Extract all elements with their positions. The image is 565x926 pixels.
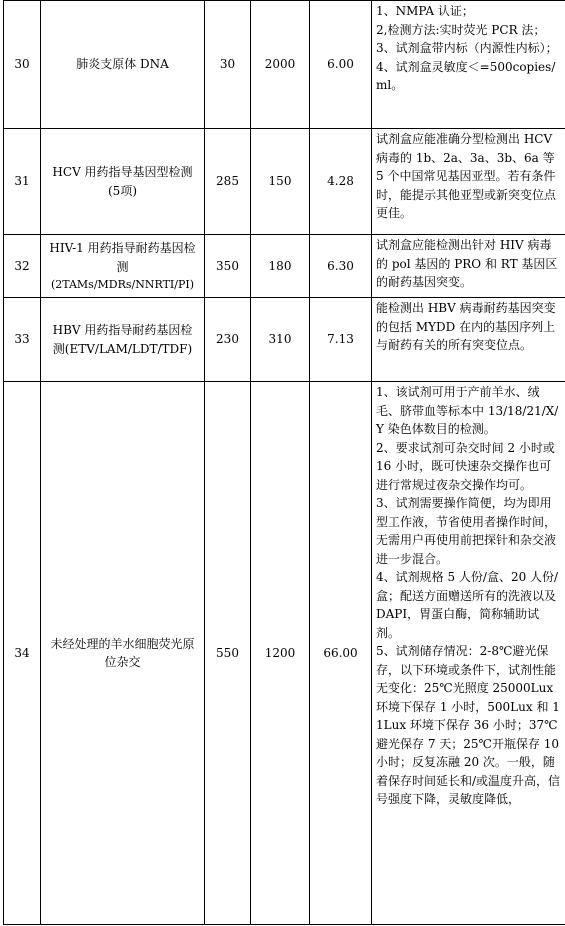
spec-line: 3、试剂盒带内标（内源性内标）；	[376, 41, 558, 55]
item-name-sub: (2TAMs/MDRs/NNRTI/PI)	[50, 278, 195, 291]
spec-line: 4、试剂规格 5 人份/盒、20 人份/盒；配送方面赠送所有的洗液以及 DAPI，胃蛋白酶，简称辅助试剂。	[376, 570, 559, 640]
spec-line: 1、NMPA 认证；	[376, 4, 474, 18]
item-name-cell	[41, 235, 205, 298]
spec-line: 5、试剂储存情况：2-8℃避光保存，以下环境或条件下，试剂性能无变化：25℃光照度 25000Lux 环境下保存 1 小时，500Lux 和 11Lux 环境下保存 36 小时；37℃避光保存 7 天；25℃开瓶保存 10 小时；反复冻融 20 次。一般，随着保存时间延长和/或温度升高，信号强度下降，灵敏度降低，	[376, 644, 561, 806]
quantity: 30	[205, 1, 251, 129]
spec-line: 3、试剂需要操作简便，均为即用型工作液，节省使用者操作时间，无需用户再使用前把探针和杂交液进一步混合。	[376, 496, 557, 566]
item-name: 未经处理的羊水细胞荧光原位杂交	[41, 382, 205, 925]
total-amount: 4.28	[310, 129, 372, 235]
table-row	[4, 235, 565, 298]
table-row	[4, 382, 565, 925]
spec-line: 能检测出 HBV 病毒耐药基因突变的包括 MYDD 在内的基因序列上与耐药有关的所有突变位点。	[376, 301, 556, 352]
total-amount: 6.00	[310, 1, 372, 129]
spec-cell	[372, 298, 565, 382]
total-amount: 6.30	[310, 235, 372, 298]
spec-cell	[372, 1, 565, 129]
total-amount: 66.00	[310, 382, 372, 925]
unit-price: 150	[251, 129, 310, 235]
table-row	[4, 129, 565, 235]
item-name: HCV 用药指导基因型检测(5项)	[41, 129, 205, 235]
table-row	[4, 1, 565, 129]
row-number: 33	[4, 298, 41, 382]
item-name: HIV-1 用药指导耐药基因检测	[49, 241, 196, 274]
spec-line: 2、要求试剂可杂交时间 2 小时或 16 小时，既可快速杂交操作也可进行常规过夜杂交操作均可。	[376, 440, 555, 492]
unit-price: 1200	[251, 382, 310, 925]
unit-price: 180	[251, 235, 310, 298]
unit-price: 310	[251, 298, 310, 382]
spec-line: 1、该试剂可用于产前羊水、绒毛、脐带血等标本中 13/18/21/X/Y 染色体数目的检测。	[376, 385, 559, 436]
row-number: 32	[4, 235, 41, 298]
unit-price: 2000	[251, 1, 310, 129]
table-row	[4, 298, 565, 382]
quantity: 550	[205, 382, 251, 925]
reagent-spec-table	[3, 0, 565, 925]
spec-cell	[372, 235, 565, 298]
spec-line: 2,检测方法:实时荧光 PCR 法；	[376, 22, 546, 37]
total-amount: 7.13	[310, 298, 372, 382]
spec-line: 试剂盒应能准确分型检测出 HCV 病毒的 1b、2a、3a、3b、6a 等 5 个中国常见基因亚型。若有条件时，能提示其他亚型或新突变位点更佳。	[376, 132, 557, 220]
row-number: 30	[4, 1, 41, 129]
spec-line: 4、试剂盒灵敏度＜=500copies/ml。	[376, 59, 556, 92]
quantity: 230	[205, 298, 251, 382]
quantity: 350	[205, 235, 251, 298]
spec-cell	[372, 129, 565, 235]
row-number: 34	[4, 382, 41, 925]
quantity: 285	[205, 129, 251, 235]
spec-line: 试剂盒应能检测出针对 HIV 病毒的 pol 基因的 PRO 和 RT 基因区的耐药基因突变。	[376, 238, 558, 289]
spec-cell	[372, 382, 565, 925]
item-name: 肺炎支原体 DNA	[41, 1, 205, 129]
item-name: HBV 用药指导耐药基因检测(ETV/LAM/LDT/TDF)	[41, 298, 205, 382]
row-number: 31	[4, 129, 41, 235]
